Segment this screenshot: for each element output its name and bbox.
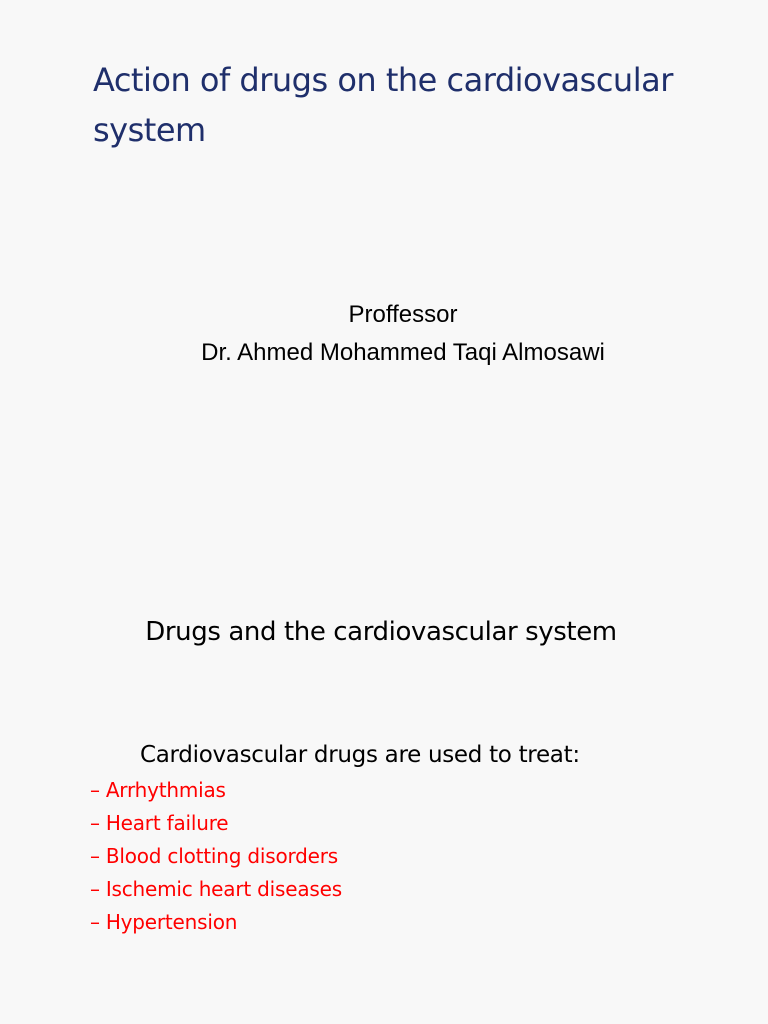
bullet-dash: – xyxy=(90,844,100,868)
list-item xyxy=(90,774,342,807)
author-name: Dr. Ahmed Mohammed Taqi Almosawi xyxy=(201,339,605,366)
author-role: Proffessor xyxy=(348,301,458,328)
list-item-text: Arrhythmias xyxy=(105,778,226,802)
list-item xyxy=(90,873,342,906)
slide-heading: Drugs and the cardiovascular system xyxy=(145,617,617,647)
intro-text: Cardiovascular drugs are used to treat: xyxy=(140,742,580,768)
bullet-dash: – xyxy=(90,778,100,802)
bullet-dash: – xyxy=(90,877,100,901)
list-item xyxy=(90,906,342,939)
list-item xyxy=(90,807,342,840)
list-item-text: Hypertension xyxy=(105,910,238,934)
list-item-text: Ischemic heart diseases xyxy=(105,877,342,901)
presentation-title: Action of drugs on the cardiovascular system xyxy=(93,61,673,149)
author-block xyxy=(0,296,768,372)
list-item-text: Blood clotting disorders xyxy=(105,844,338,868)
bullet-dash: – xyxy=(90,811,100,835)
list-item-text: Heart failure xyxy=(105,811,229,835)
condition-list xyxy=(90,774,342,939)
list-item xyxy=(90,840,342,873)
slide-overview xyxy=(0,512,768,1024)
bullet-dash: – xyxy=(90,910,100,934)
